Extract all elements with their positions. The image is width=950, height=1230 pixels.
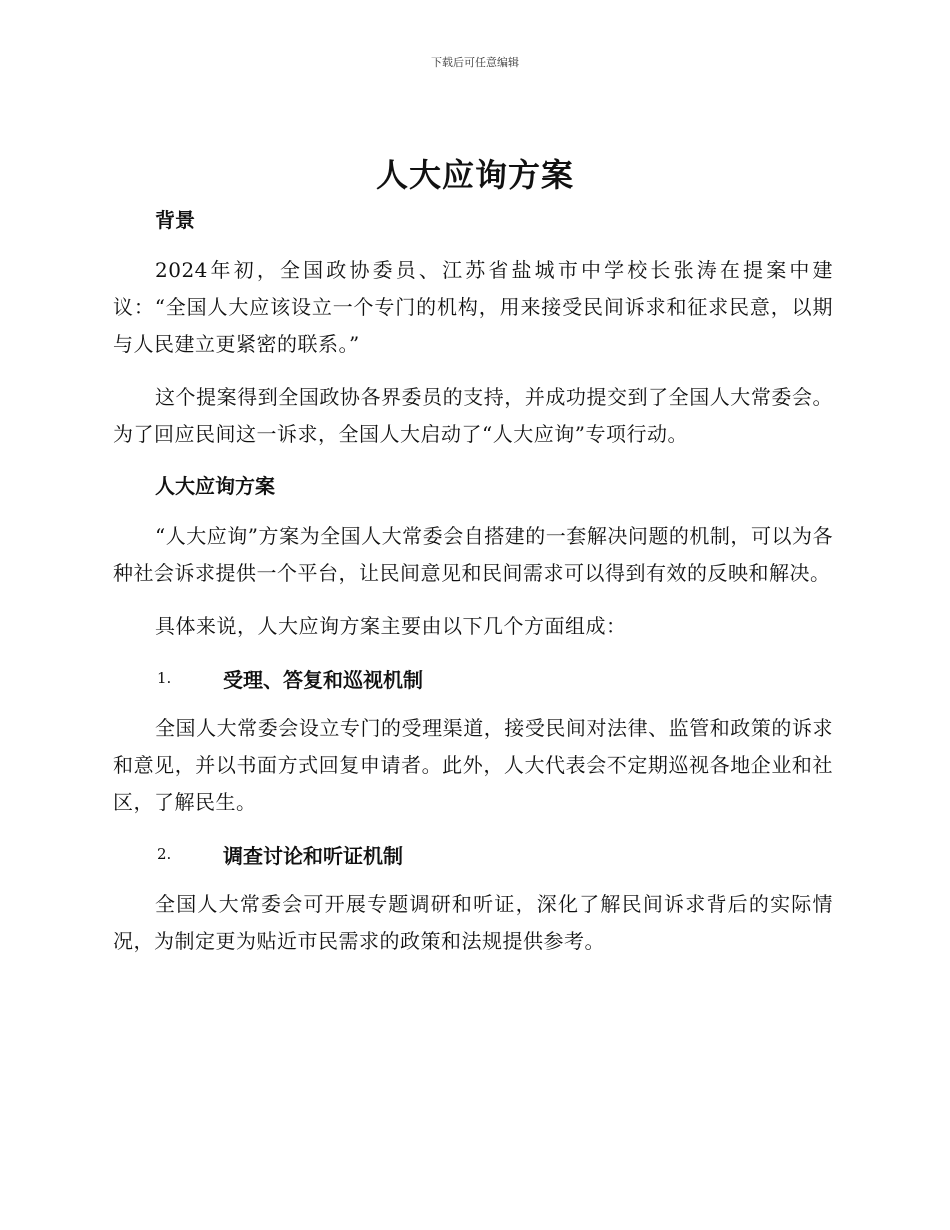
list-item-text: 全国人大常委会设立专门的受理渠道，接受民间对法律、监管和政策的诉求和意见，并以书面方式回复申请者。此外，人大代表会不定期巡视各地企业和社区，了解民生。 — [113, 716, 833, 814]
list-item-number: 1. — [157, 669, 172, 687]
plan-paragraph-2: 具体来说，人大应询方案主要由以下几个方面组成： — [155, 614, 627, 638]
page-title: 人大应询方案 — [375, 156, 574, 194]
plan-paragraph-1: “人大应询”方案为全国人大常委会自搭建的一套解决问题的机制，可以为各种社会诉求提供一个平台，让民间意见和民间需求可以得到有效的反映和解决。 — [113, 524, 833, 585]
background-paragraph-2: 这个提案得到全国政协各界委员的支持，并成功提交到了全国人大常委会。为了回应民间这一诉求，全国人大启动了“人大应询”专项行动。 — [113, 385, 833, 446]
background-paragraph-1: 2024年初，全国政协委员、江苏省盐城市中学校长张涛在提案中建议：“全国人大应该设立一个专门的机构，用来接受民间诉求和征求民意，以期与人民建立更紧密的联系。” — [113, 258, 833, 356]
section-heading-plan: 人大应询方案 — [155, 474, 275, 498]
list-item-title: 调查讨论和听证机制 — [223, 843, 403, 868]
header-note: 下载后可任意编辑 — [431, 56, 519, 69]
list-item-number: 2. — [157, 845, 172, 863]
list-item-title: 受理、答复和巡视机制 — [223, 667, 423, 692]
list-item-heading — [113, 837, 833, 871]
list-item-text: 全国人大常委会可开展专题调研和听证，深化了解民间诉求背后的实际情况，为制定更为贴近市民需求的政策和法规提供参考。 — [113, 892, 833, 953]
document-body — [113, 203, 833, 960]
list-item-heading — [113, 661, 833, 695]
section-heading-background: 背景 — [155, 208, 195, 232]
